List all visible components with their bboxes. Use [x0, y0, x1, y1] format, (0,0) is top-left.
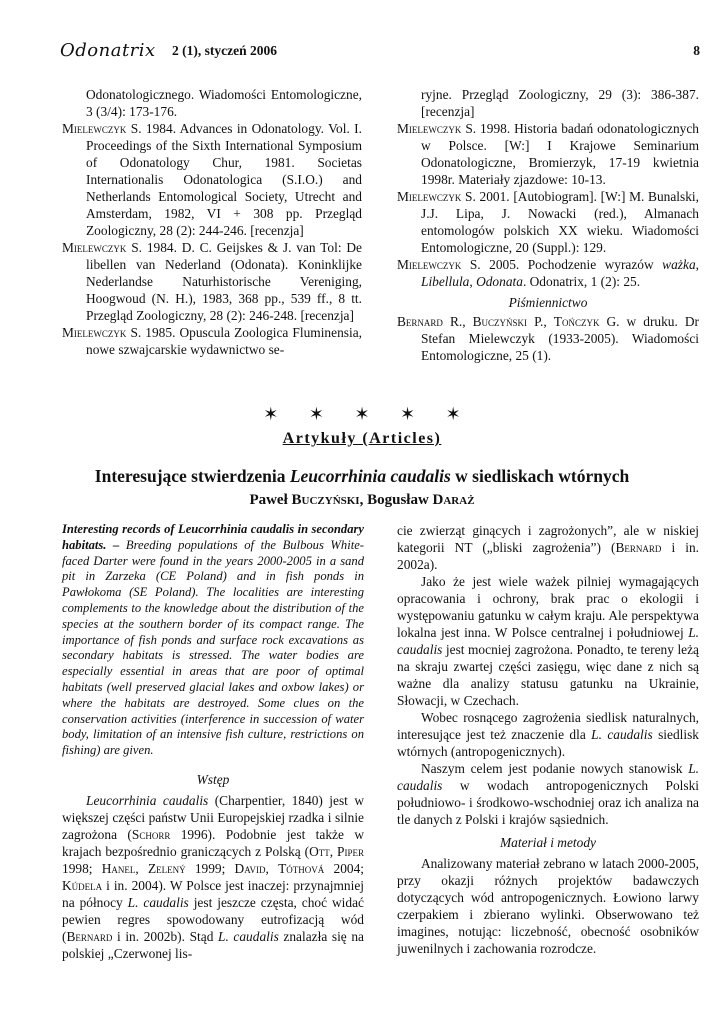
- reference-text: ryjne. Przegląd Zoologiczny, 29 (3): 386-387. [recenzja]: [421, 87, 699, 119]
- reference-italic: Libellula: [421, 274, 470, 289]
- author-first-name: , Bogusław: [359, 492, 433, 508]
- page-number: 8: [693, 43, 700, 58]
- title-text: Interesujące stwierdzenia: [94, 466, 290, 486]
- citation-author: Hanel: [101, 860, 136, 876]
- citation-author: Zelený: [147, 860, 186, 876]
- author-last-name: Buczyński: [291, 492, 360, 508]
- body-text: cie zwierząt ginących i zagrożonych”, ale w niskiej kategorii NT („bliski zagrożenia”) (: [397, 523, 699, 555]
- reference-entry: [62, 324, 362, 358]
- citation-author: David: [234, 860, 266, 876]
- citation-author: Bernard: [66, 928, 113, 944]
- species-name: L. caudalis: [397, 625, 699, 657]
- author-last-name: Daraż: [432, 492, 475, 508]
- species-name: L. caudalis: [218, 928, 279, 944]
- reference-author: Mielewczyk: [62, 325, 127, 340]
- title-species: Leucorrhinia caudalis: [289, 466, 451, 486]
- citation-author: Kúdela: [62, 877, 103, 893]
- body-text: jest jeszcze częsta, choć widać pewien regres spowodowany eutrofizacją wód (: [62, 894, 364, 944]
- reference-text: S. 2005. Pochodzenie wyrazów: [461, 257, 663, 272]
- body-text: 1999;: [185, 860, 235, 876]
- reference-author: Mielewczyk: [397, 121, 462, 136]
- reference-text: R.,: [442, 314, 473, 329]
- body-text: w wodach antropogenicznych Polski południowo- i środkowo-wschodniej oraz ich analiza na tle danych z Polski i krajów sąsiednich.: [397, 778, 699, 827]
- title-text: w siedliskach wtórnych: [450, 466, 630, 486]
- reference-entry: [397, 313, 699, 364]
- reference-text: P.,: [527, 314, 554, 329]
- reference-text: G. w druku. Dr Stefan Mielewczyk (1933-2005). Wiadomości Entomologiczne, 25 (1).: [421, 314, 699, 363]
- reference-entry: [397, 120, 699, 188]
- methods-paragraph: Analizowany materiał zebrano w latach 2000-2005, przy okazji różnych projektów badawczych dotyczących wód antropogenicznych. Łowiono larwy czerpakiem i zbierano wylinki. Obserwowano też imagines, notując: liczebność, obecność osobników juwenilnych i zachowania rozrodcze.: [397, 856, 699, 956]
- reference-entry: [62, 120, 362, 239]
- body-text: siedlisk wtórnych (antropogenicznych).: [397, 727, 699, 759]
- wstep-paragraph: [62, 792, 364, 962]
- body-text: i in. 2004). W Polsce jest inaczej: przynajmniej na północy: [62, 877, 364, 910]
- body-text: 2004;: [324, 860, 365, 876]
- citation-author: Schorr: [131, 826, 171, 842]
- body-text: znalazła się na polskiej „Czerwonej lis-: [62, 928, 364, 961]
- citation-author: Ott: [309, 843, 330, 859]
- body-paragraph: [397, 760, 699, 828]
- citation-author: Bernard: [615, 540, 662, 555]
- reference-text: S. 1998. Historia badań odonatologicznych w Polsce. [W:] I Krajowe Seminarium Odonatologiczne, Bromierzyk, 17-19 kwietnia 1998r. Materiały zjazdowe: 10-13.: [421, 121, 699, 187]
- reference-text: ,: [469, 274, 477, 289]
- body-text: Wobec rosnącego zagrożenia siedlisk naturalnych, interesujące jest też znaczenie dla: [397, 710, 699, 742]
- body-text: i in. 2002b). Stąd: [112, 928, 219, 944]
- species-name: L. caudalis: [397, 761, 699, 793]
- citation-author: Piper: [337, 843, 364, 859]
- body-text: 1996). Podobnie jest także w krajach bezpośrednio graniczących z Polską (: [62, 826, 364, 859]
- reference-entry: [62, 86, 362, 120]
- methods-heading: Materiał i metody: [500, 835, 596, 850]
- reference-text: S. 1984. Advances in Odonatology. Vol. I. Proceedings of the Sixth International Symposium of Odonatology Chur, 1981. Societas Internationalis Odonatologica (S.I.O.) and Netherlands Entomological Society, Utrecht and Amsterdam, 1982, VI + 308 pp. Przegląd Zoologiczny, 28 (2): 244-246. [recenzja]: [86, 121, 362, 238]
- reference-text: Odonatologicznego. Wiadomości Entomologiczne, 3 (3/4): 173-176.: [86, 87, 362, 119]
- reference-author: Mielewczyk: [62, 240, 127, 255]
- wstep-heading: Wstęp: [196, 771, 230, 787]
- reference-author: Tończyk: [553, 314, 600, 329]
- body-paragraph: [397, 709, 699, 760]
- reference-italic: ważka: [662, 257, 696, 272]
- body-text: ,: [265, 860, 279, 876]
- reference-italic: Odonata: [476, 274, 523, 289]
- reference-entry: [397, 188, 699, 256]
- reference-author: Buczyński: [472, 314, 528, 329]
- reference-entry: [397, 86, 699, 120]
- species-name: L. caudalis: [591, 727, 653, 742]
- section-separator: ✶ ✶ ✶ ✶ ✶: [263, 404, 461, 424]
- reference-text: S. 1984. D. C. Geijskes & J. van Tol: De libellen van Nederland (Odonata). Koninklijke Nederlandse Naturhistorische Vereniging, Hoogwoud (N. H.), 1983, 368 pp., 539 ff., 8 tt. Przegląd Zoologiczny, 28 (2): 246-248. [recenzja]: [86, 240, 362, 323]
- reference-entry: [62, 239, 362, 324]
- article-title: [40, 466, 684, 487]
- pismiennictwo-heading: Piśmiennictwo: [508, 295, 588, 310]
- reference-text: S. 2001. [Autobiogram]. [W:] M. Bunalski, J.J. Lipa, J. Nowacki (red.), Almanach entomologów polskich XX wieku. Wiadomości Entomologiczne, 20 (Suppl.): 129.: [421, 189, 699, 255]
- article-right-column: [397, 522, 699, 957]
- reference-text: . Odonatrix, 1 (2): 25.: [522, 274, 641, 289]
- abstract-text: Breeding populations of the Bulbous White-faced Darter were found in the years 2000-2005 in a sand pit in Zarzeka (CE Poland) and in fish ponds in Pawłokoma (SE Poland). The localities are interesting complements to the knowledge about the distribution of the species at the southern border of its compact range. The importance of fish ponds and surface rock excavations as secondary habitats is stressed. The water bodies are especially essential in areas that are poor of optimal habitats (well preserved glacial lakes and oxbow lakes) or where the habitats are destroyed. Some clues on the conservation activities (interference in succession of water body, limitation of an intensive fish culture, restrictions on fishing) are given.: [62, 537, 365, 758]
- reference-text: S. 1985. Opuscula Zoologica Fluminensia, nowe szwajcarskie wydawnictwo se-: [86, 325, 362, 357]
- abstract: [62, 522, 364, 759]
- reference-author: Mielewczyk: [397, 189, 462, 204]
- author-first-name: Paweł: [249, 492, 292, 508]
- article-authors: [40, 492, 684, 509]
- body-paragraph: [397, 573, 699, 709]
- body-text: Jako że jest wiele ważek pilniej wymagających opracowania i ochrony, brak prac o ekologii i występowaniu gatunku w całym kraju. Ale perspektywa lokalna jest inna. W Polsce centralnej i południowej: [397, 574, 699, 640]
- species-name: L. caudalis: [127, 894, 189, 910]
- body-paragraph: [397, 522, 699, 573]
- references-right-column: [397, 86, 699, 364]
- section-title: Artykuły (Articles): [282, 430, 442, 447]
- page-header: [60, 40, 700, 68]
- reference-author: Mielewczyk: [397, 257, 462, 272]
- issue-info: 2 (1), styczeń 2006: [172, 43, 277, 58]
- body-text: jest mocniej zagrożona. Ponadto, te tereny leżą na skraju zwartej części zasięgu, więc dane z nich są ważne dla analizy statusu gatunku na Ukrainie, Słowacji, w Czechach.: [397, 642, 699, 708]
- body-text: 1998;: [62, 860, 102, 876]
- citation-author: Tóthová: [278, 860, 325, 876]
- abstract-lead: Interesting records of Leucorrhinia caudalis in secondary habitats. –: [62, 522, 364, 552]
- reference-text: ,: [695, 257, 699, 272]
- body-text: ,: [135, 860, 148, 876]
- body-text: Naszym celem jest podanie nowych stanowisk: [421, 761, 689, 776]
- reference-entry: [397, 256, 699, 290]
- species-name: Leucorrhinia caudalis: [86, 792, 209, 808]
- body-text: i in. 2002a).: [397, 540, 699, 572]
- article-left-column: [62, 522, 364, 962]
- body-text: ,: [329, 843, 338, 859]
- body-text: (Charpentier, 1840) jest w większej części państw Unii Europejskiej rzadka i silnie zagrożona (: [62, 792, 364, 842]
- journal-logo: Odonatrix: [60, 40, 156, 61]
- reference-author: Bernard: [397, 314, 443, 329]
- reference-author: Mielewczyk: [62, 121, 127, 136]
- references-left-column: [62, 86, 362, 358]
